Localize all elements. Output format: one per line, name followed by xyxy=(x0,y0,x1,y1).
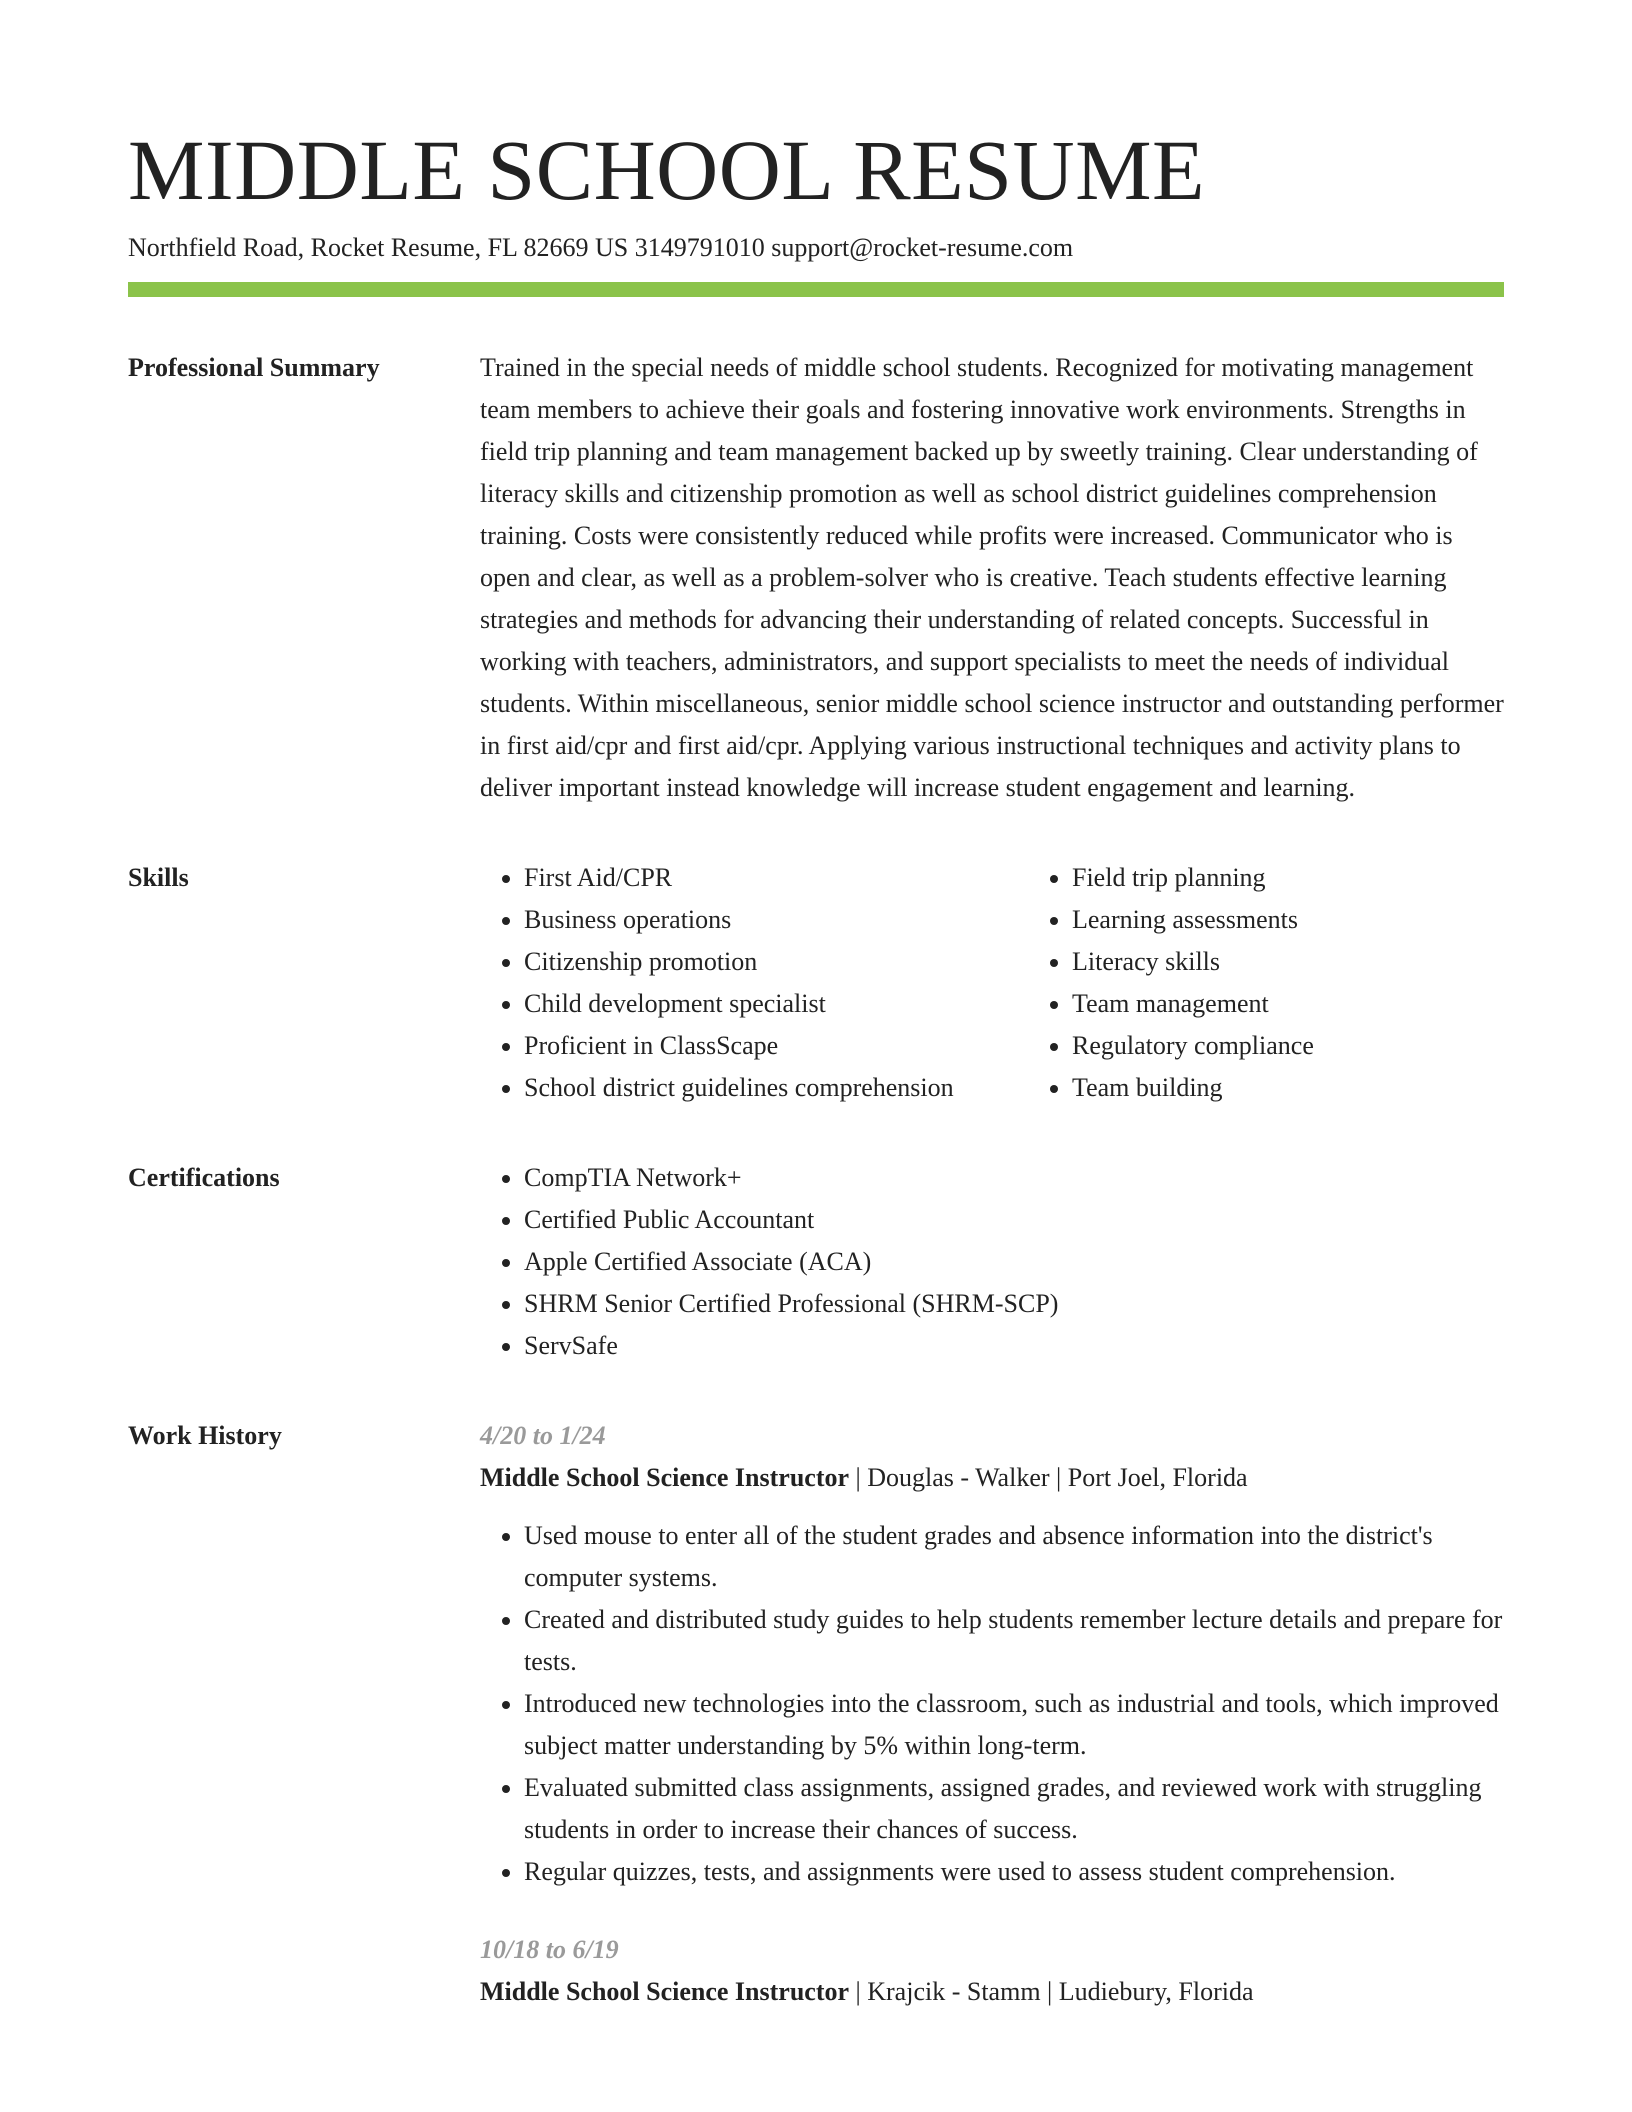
certification-item: • ServSafe xyxy=(524,1325,1504,1367)
job-heading xyxy=(480,1457,1504,1499)
job-bullet: • Created and distributed study guides to help students remember lecture details and prepare for tests. xyxy=(524,1599,1504,1683)
job-entry xyxy=(480,1415,1504,1893)
contact-line xyxy=(128,228,1504,268)
separator: | xyxy=(849,1977,868,2006)
skill-item: • First Aid/CPR xyxy=(524,857,1028,899)
job-bullet: • Used mouse to enter all of the student grades and absence information into the district's computer systems. xyxy=(524,1515,1504,1599)
job-heading xyxy=(480,1971,1504,2013)
job-bullet: • Regular quizzes, tests, and assignments were used to assess student comprehension. xyxy=(524,1851,1504,1893)
certification-item: • SHRM Senior Certified Professional (SHRM-SCP) xyxy=(524,1283,1504,1325)
skill-item: • Team building xyxy=(1072,1067,1542,1109)
contact-address: Northfield Road, Rocket Resume, FL 82669 US xyxy=(128,233,629,262)
separator: | xyxy=(1049,1463,1068,1492)
skills-list-right xyxy=(1028,857,1542,1109)
job-entry xyxy=(480,1929,1504,2013)
job-company: Krajcik - Stamm xyxy=(867,1977,1041,2006)
job-location: Ludiebury, Florida xyxy=(1058,1977,1254,2006)
accent-divider xyxy=(128,282,1504,297)
summary-section xyxy=(128,347,1504,809)
resume-page xyxy=(128,120,1504,2013)
job-company: Douglas - Walker xyxy=(867,1463,1050,1492)
contact-email: support@rocket-resume.com xyxy=(771,233,1074,262)
certification-item: • CompTIA Network+ xyxy=(524,1157,1504,1199)
skill-item: • Literacy skills xyxy=(1072,941,1542,983)
certifications-list xyxy=(480,1157,1504,1367)
skill-item: • Business operations xyxy=(524,899,1028,941)
skill-item: • Field trip planning xyxy=(1072,857,1542,899)
job-title: Middle School Science Instructor xyxy=(480,1463,850,1492)
separator: | xyxy=(1040,1977,1059,2006)
job-title: Middle School Science Instructor xyxy=(480,1977,850,2006)
certification-item: • Apple Certified Associate (ACA) xyxy=(524,1241,1504,1283)
section-title-work-history: Work History xyxy=(128,1421,282,1450)
section-title-certifications: Certifications xyxy=(128,1163,280,1192)
skill-item: • Regulatory compliance xyxy=(1072,1025,1542,1067)
section-title-summary: Professional Summary xyxy=(128,353,380,382)
separator: | xyxy=(849,1463,868,1492)
skill-item: • Citizenship promotion xyxy=(524,941,1028,983)
job-dates: 10/18 to 6/19 xyxy=(480,1935,619,1964)
skill-item: • Child development specialist xyxy=(524,983,1028,1025)
skills-list-left xyxy=(480,857,1028,1109)
job-bullet-list xyxy=(480,1515,1504,1893)
job-location: Port Joel, Florida xyxy=(1067,1463,1248,1492)
job-bullet: • Evaluated submitted class assignments, assigned grades, and reviewed work with struggling students in order to increase their chances of success. xyxy=(524,1767,1504,1851)
skills-section xyxy=(128,857,1504,1109)
section-title-skills: Skills xyxy=(128,863,189,892)
contact-phone: 3149791010 xyxy=(634,233,765,262)
job-bullet: • Introduced new technologies into the classroom, such as industrial and tools, which improved subject matter understanding by 5% within long-term. xyxy=(524,1683,1504,1767)
skill-item: • Proficient in ClassScape xyxy=(524,1025,1028,1067)
certification-item: • Certified Public Accountant xyxy=(524,1199,1504,1241)
job-dates: 4/20 to 1/24 xyxy=(480,1421,606,1450)
work-history-section xyxy=(128,1415,1504,2013)
skill-item: • Team management xyxy=(1072,983,1542,1025)
summary-text: Trained in the special needs of middle school students. Recognized for motivating management team members to achieve their goals and fostering innovative work environments. Strengths in field trip planning and team management backed up by sweetly training. Clear understanding of literacy skills and citizenship promotion as well as school district guidelines comprehension training. Costs were consistently reduced while profits were increased. Communicator who is open and clear, as well as a problem-solver who is creative. Teach students effective learning strategies and methods for advancing their understanding of related concepts. Successful in working with teachers, administrators, and support specialists to meet the needs of individual students. Within miscellaneous, senior middle school science instructor and outstanding performer in first aid/cpr and first aid/cpr. Applying various instructional techniques and activity plans to deliver important instead knowledge will increase student engagement and learning. xyxy=(480,353,1504,802)
certifications-section xyxy=(128,1157,1504,1367)
skill-item: • Learning assessments xyxy=(1072,899,1542,941)
skill-item: • School district guidelines comprehension xyxy=(524,1067,1028,1109)
resume-name: MIDDLE SCHOOL RESUME xyxy=(128,122,1206,218)
